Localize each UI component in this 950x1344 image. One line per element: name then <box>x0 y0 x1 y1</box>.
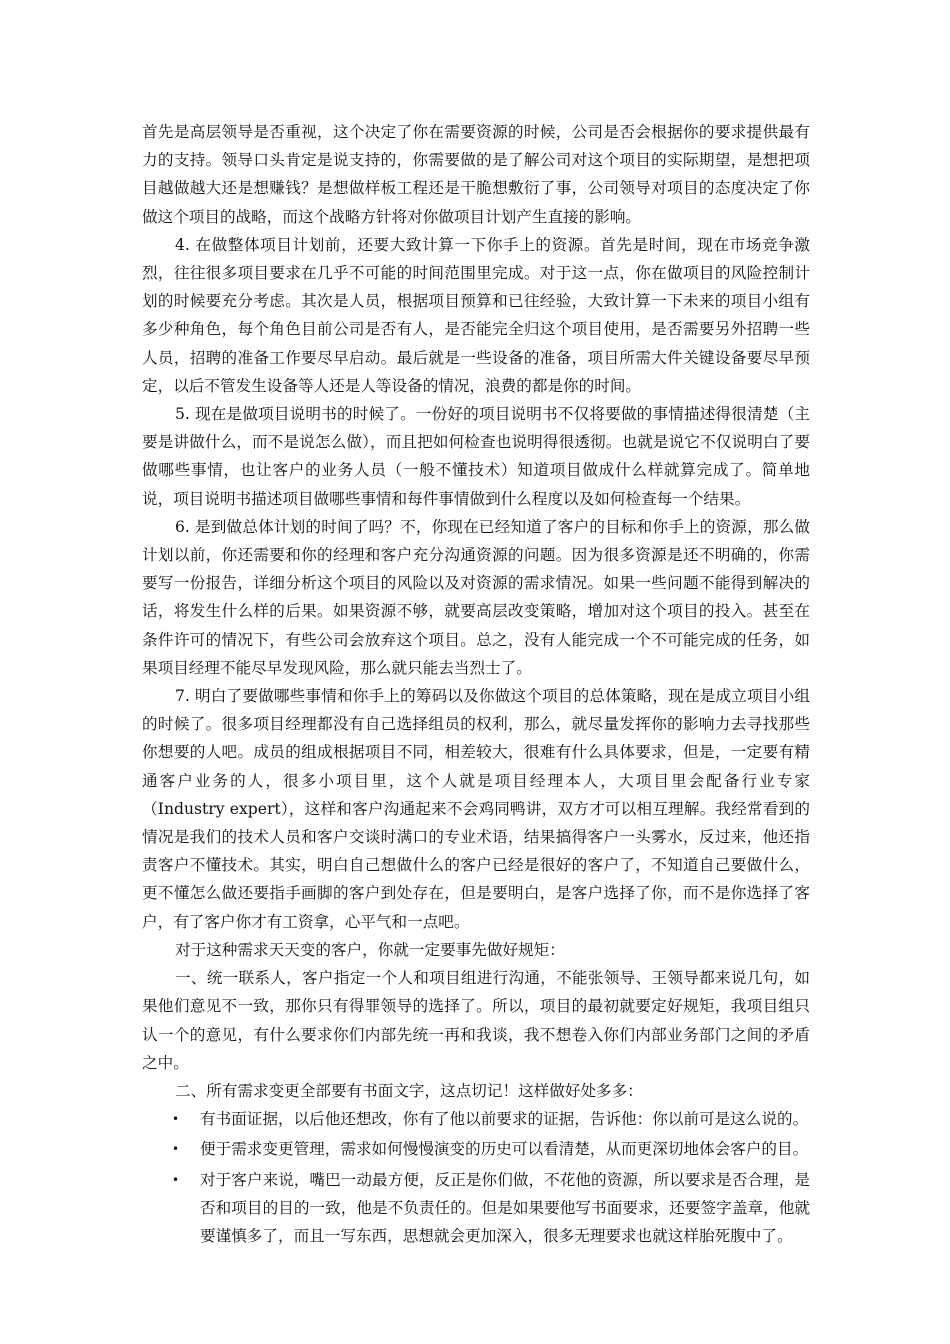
list-item-text: 便于需求变更管理，需求如何慢慢演变的历史可以看清楚，从而更深切地体会客户的目。 <box>200 1140 809 1159</box>
list-item-text: 有书面证据，以后他还想改，你有了他以前要求的证据，告诉他：你以前可是这么说的。 <box>200 1110 809 1129</box>
bullet-icon: • <box>172 1142 180 1157</box>
bullet-icon: • <box>172 1172 180 1187</box>
document-body <box>142 118 810 1252</box>
paragraph-rules-intro: 对于这种需求天天变的客户，你就一定要事先做好规矩： <box>175 940 565 959</box>
paragraph-leadership-support: 首先是高层领导是否重视，这个决定了你在需要资源的时候，公司是否会根据你的要求提供最有力的支持。领导口头肯定是说支持的，你需要做的是了解公司对这个项目的实际期望，是想把项目越做越大还是想赚钱？是想做样板工程还是干脆想敷衍了事，公司领导对项目的态度决定了你做这个项目的战略，而这个战略方针将对你做项目计划产生直接的影响。 <box>142 123 810 226</box>
paragraph-item-5: 5. 现在是做项目说明书的时候了。一份好的项目说明书不仅将要做的事情描述得很清楚（主要是讲做什么，而不是说怎么做），而且把如何检查也说明得很透彻。也就是说它不仅说明白了要做哪些事情，也让客户的业务人员（一般不懂技术）知道项目做成什么样就算完成了。简单地说，项目说明书描述项目做哪些事情和每件事情做到什么程度以及如何检查每一个结果。 <box>142 405 810 508</box>
bullet-list <box>142 1105 810 1250</box>
paragraph-rule-two: 二、所有需求变更全部要有书面文字，这点切记！这样做好处多多： <box>175 1081 643 1100</box>
list-item-text: 对于客户来说，嘴巴一动最方便，反正是你们做，不花他的资源，所以要求是否合理，是否和项目的目的一致，他是不负责任的。但是如果要他写书面要求，还要签字盖章，他就要谨慎多了，而且一写东西，思想就会更加深入，很多无理要求也就这样胎死腹中了。 <box>200 1170 810 1245</box>
paragraph-rule-one: 一、统一联系人，客户指定一个人和项目组进行沟通，不能张领导、王领导都来说几句，如果他们意见不一致，那你只有得罪领导的选择了。所以，项目的最初就要定好规矩，我项目组只认一个的意见，有什么要求你们内部先统一再和我谈，我不想卷入你们内部业务部门之间的矛盾之中。 <box>142 969 810 1072</box>
paragraph-item-6: 6. 是到做总体计划的时间了吗？不，你现在已经知道了客户的目标和你手上的资源，那么做计划以前，你还需要和你的经理和客户充分沟通资源的问题。因为很多资源是还不明确的，你需要写一份报告，详细分析这个项目的风险以及对资源的需求情况。如果一些问题不能得到解决的话，将发生什么样的后果。如果资源不够，就要高层改变策略，增加对这个项目的投入。甚至在条件许可的情况下，有些公司会放弃这个项目。总之，没有人能完成一个不可能完成的任务，如果项目经理不能尽早发现风险，那么就只能去当烈士了。 <box>142 517 810 677</box>
list-item <box>142 1135 810 1163</box>
bullet-icon: • <box>172 1112 180 1127</box>
list-item <box>142 1166 810 1251</box>
paragraph-item-4: 4. 在做整体项目计划前，还要大致计算一下你手上的资源。首先是时间，现在市场竞争激烈，往往很多项目要求在几乎不可能的时间范围里完成。对于这一点，你在做项目的风险控制计划的时候要充分考虑。其次是人员，根据项目预算和已往经验，大致计算一下未来的项目小组有多少种角色，每个角色目前公司是否有人，是否能完全归这个项目使用，是否需要另外招聘一些人员，招聘的准备工作要尽早启动。最后就是一些设备的准备，项目所需大件关键设备要尽早预定，以后不管发生设备等人还是人等设备的情况，浪费的都是你的时间。 <box>142 235 810 395</box>
list-item <box>142 1105 810 1133</box>
paragraph-item-7: 7. 明白了要做哪些事情和你手上的筹码以及你做这个项目的总体策略，现在是成立项目小组的时候了。很多项目经理都没有自己选择组员的权利，那么，就尽量发挥你的影响力去寻找那些你想要的人吧。成员的组成根据项目不同，相差较大，很难有什么具体要求，但是，一定要有精通客户业务的人，很多小项目里，这个人就是项目经理本人，大项目里会配备行业专家（Industry expert），这样和客户沟通起来不会鸡同鸭讲，双方才可以相互理解。我经常看到的情况是我们的技术人员和客户交谈时满口的专业术语，结果搞得客户一头雾水，反过来，他还指责客户不懂技术。其实，明白自己想做什么的客户已经是很好的客户了，不知道自己要做什么，更不懂怎么做还要指手画脚的客户到处存在，但是要明白，是客户选择了你，而不是你选择了客户，有了客户你才有工资拿，心平气和一点吧。 <box>142 687 810 931</box>
